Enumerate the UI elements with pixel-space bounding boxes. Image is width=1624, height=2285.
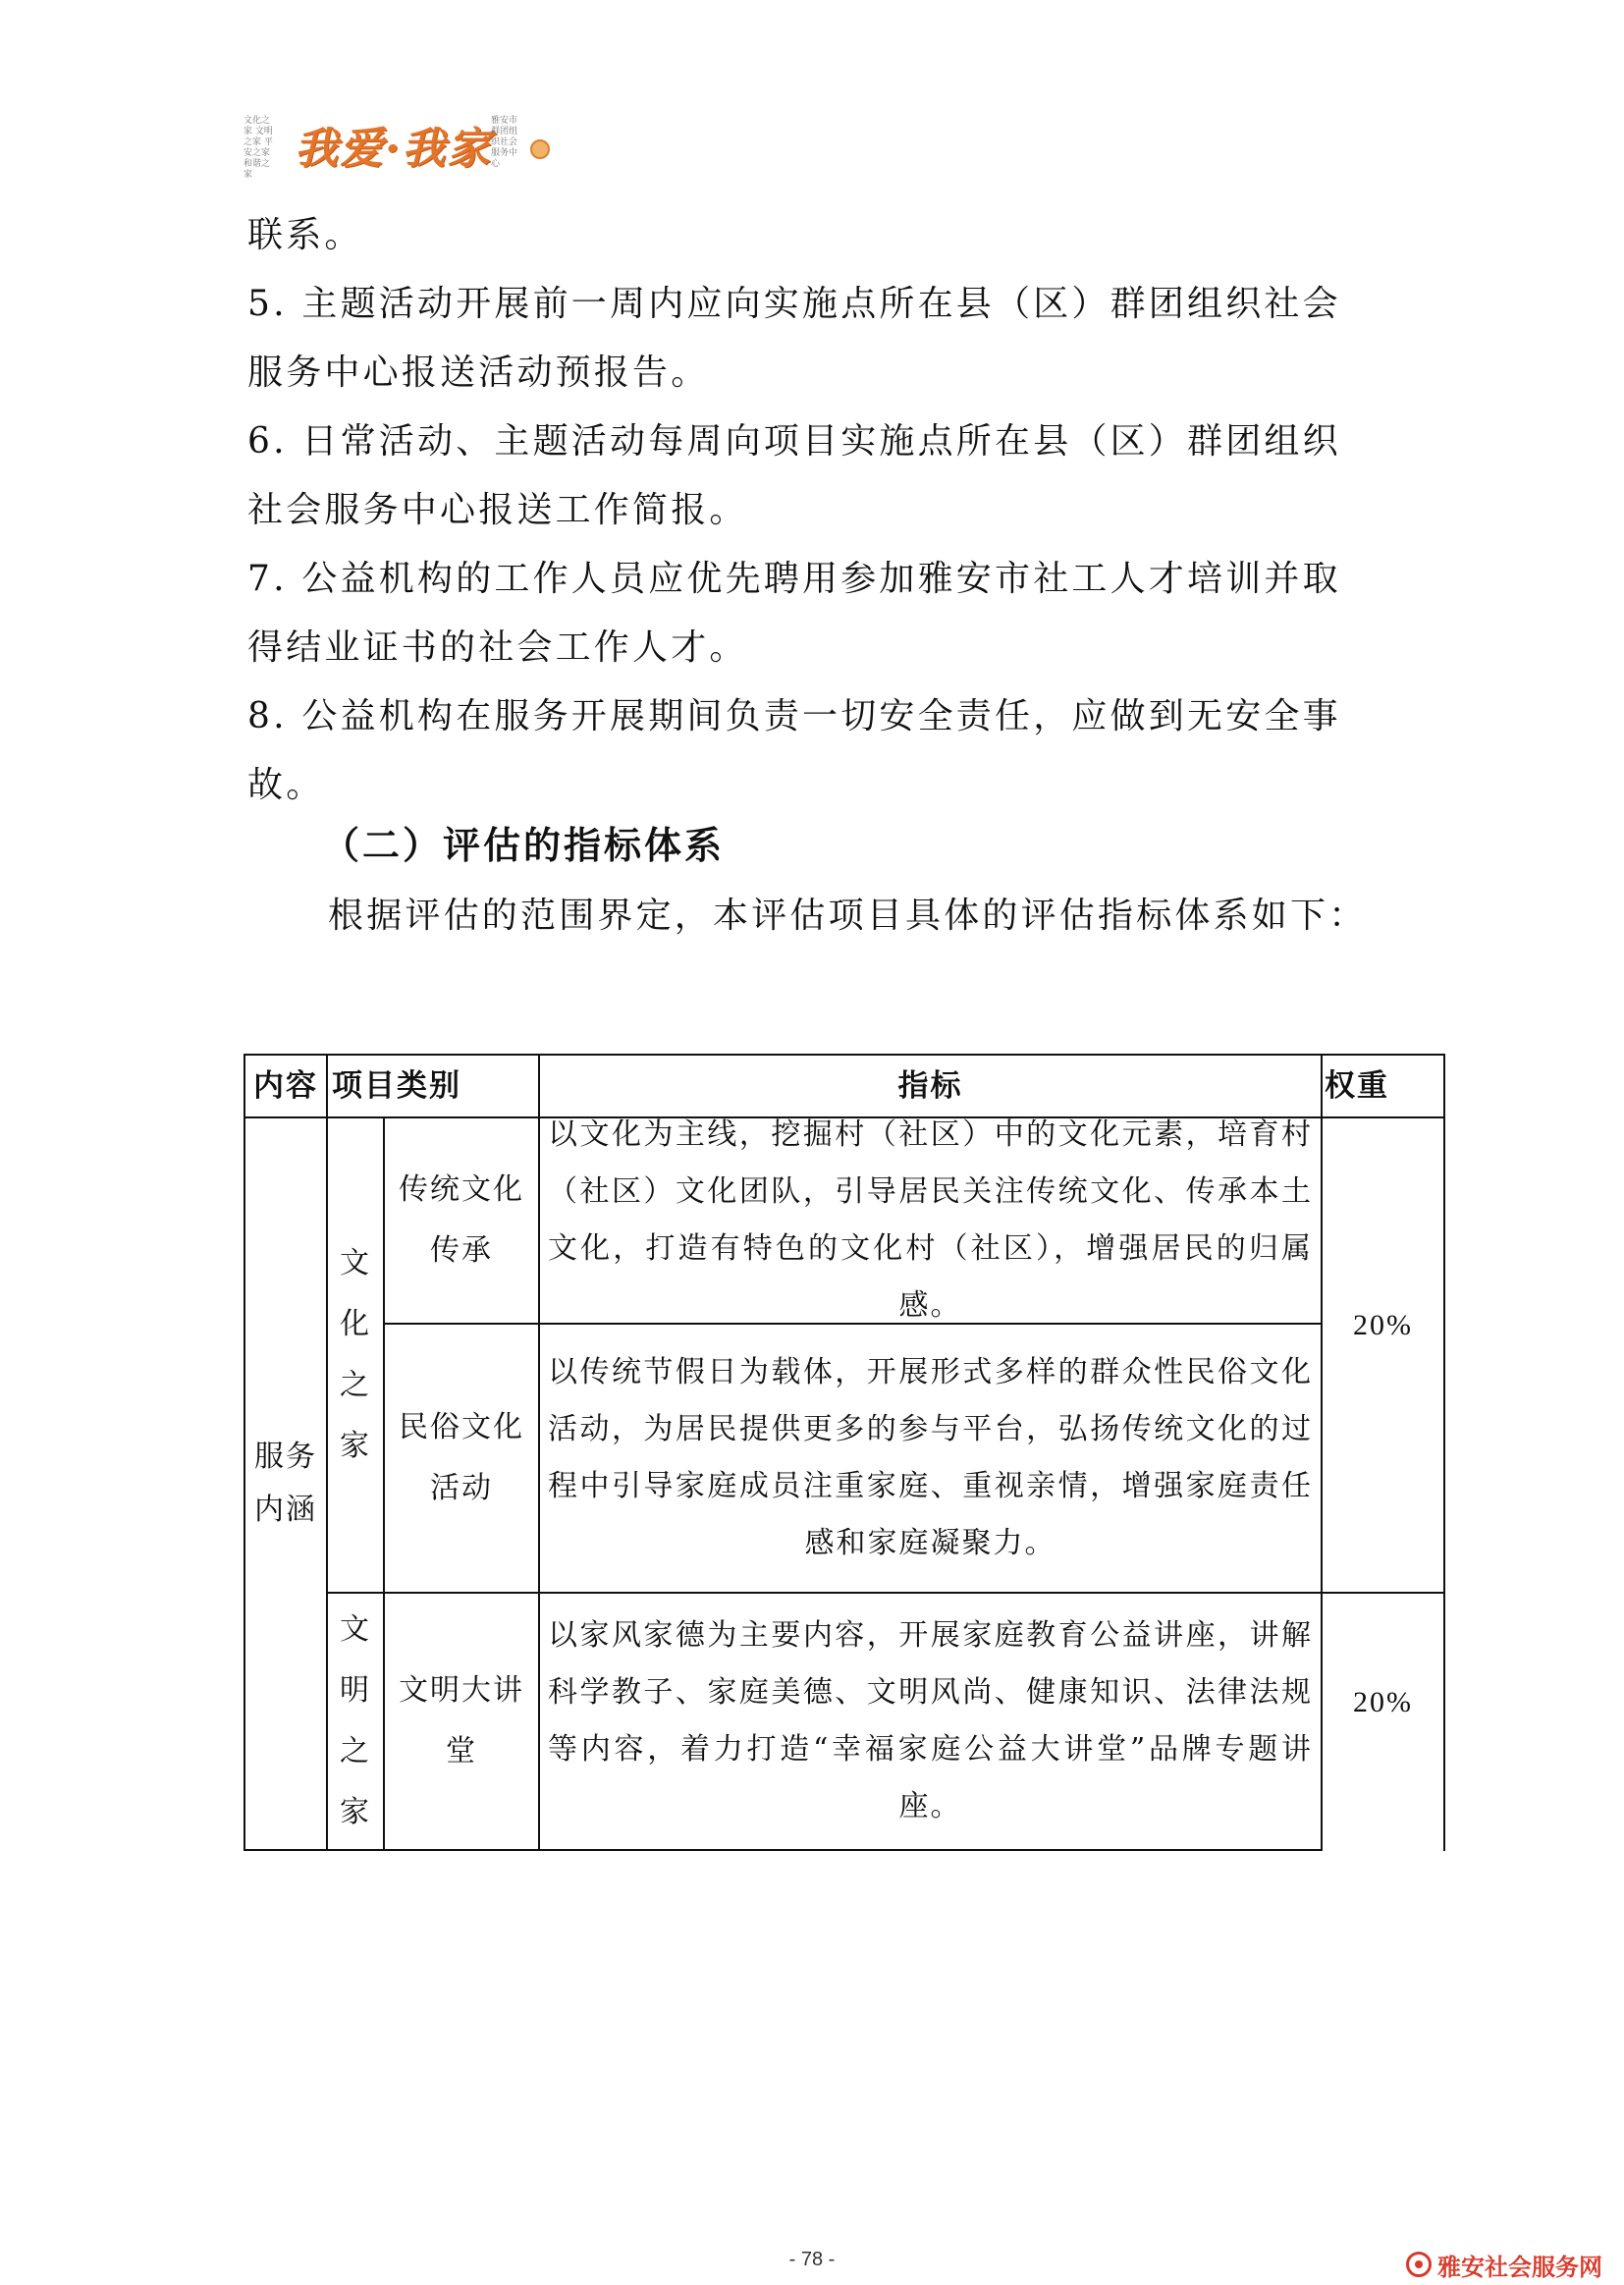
indicator-lecture-cell <box>538 1594 1321 1851</box>
category-wenming-cell <box>326 1594 383 1851</box>
logo-sun-icon <box>530 139 550 159</box>
logo-small-text-right: 雅安市群团组织社会服务中心 <box>491 116 518 169</box>
body-paragraphs <box>247 201 1377 820</box>
weight-wenhua-cell <box>1321 1118 1445 1594</box>
weight-wenming-value: 20% <box>1353 1686 1413 1718</box>
paragraph-continuation: 联系。 <box>247 215 363 255</box>
header-logo <box>244 110 538 198</box>
subcategory-folk-cell <box>383 1325 538 1594</box>
watermark-text: 雅安社会服务网 <box>1437 2253 1602 2281</box>
header-indicator: 指标 <box>538 1054 1321 1118</box>
paragraph-item-8: 8. 公益机构在服务开展期间负责一切安全责任，应做到无安全事故。 <box>247 696 1341 805</box>
subcategory-lecture-cell <box>383 1594 538 1851</box>
weight-wenhua-value: 20% <box>1353 1309 1413 1341</box>
paragraph-item-7: 7. 公益机构的工作人员应优先聘用参加雅安市社工人才培训并取得结业证书的社会工作人才。 <box>247 559 1341 668</box>
intro-paragraph <box>247 882 1377 951</box>
category-wenming-label: 文明之家 <box>340 1612 371 1829</box>
logo-brand-text: 我爱·我家 <box>295 124 493 174</box>
site-watermark <box>1406 2247 1602 2282</box>
subcategory-traditional-label: 传统文化传承 <box>399 1172 524 1268</box>
category-wenhua-label: 文化之家 <box>340 1246 371 1463</box>
header-content: 内容 <box>244 1054 326 1118</box>
indicator-traditional-cell <box>538 1118 1321 1325</box>
weight-wenming-cell <box>1321 1594 1445 1851</box>
indicator-lecture-text: 以家风家德为主要内容，开展家庭教育公益讲座，讲解科学教子、家庭美德、文明风尚、健康知识、法律法规等内容，着力打造“幸福家庭公益大讲堂”品牌专题讲座。 <box>548 1618 1313 1823</box>
content-cell <box>244 1118 326 1851</box>
subcategory-traditional-cell <box>383 1118 538 1325</box>
indicator-folk-text: 以传统节假日为载体，开展形式多样的群众性民俗文化活动，为居民提供更多的参与平台，弘扬传统文化的过程中引导家庭成员注重家庭、重视亲情，增强家庭责任感和家庭凝聚力。 <box>548 1355 1313 1560</box>
header-weight: 权重 <box>1321 1054 1445 1118</box>
header-category: 项目类别 <box>326 1054 538 1118</box>
page-number: - 78 - <box>788 2249 836 2270</box>
paragraph-item-6: 6. 日常活动、主题活动每周向项目实施点所在县（区）群团组织社会服务中心报送工作简报。 <box>247 421 1341 530</box>
subcategory-folk-label: 民俗文化活动 <box>399 1410 524 1505</box>
indicator-table <box>244 1054 1445 1851</box>
indicator-folk-cell <box>538 1325 1321 1594</box>
category-wenhua-cell <box>326 1118 383 1594</box>
paragraph-item-5: 5. 主题活动开展前一周内应向实施点所在县（区）群团组织社会服务中心报送活动预报告。 <box>247 284 1341 393</box>
heart-emblem-icon <box>1406 2252 1432 2277</box>
indicator-traditional-text: 以文化为主线，挖掘村（社区）中的文化元素，培育村（社区）文化团队，引导居民关注传统文化、传承本土文化，打造有特色的文化村（社区），增强居民的归属感。 <box>548 1117 1313 1323</box>
intro-text: 根据评估的范围界定，本评估项目具体的评估指标体系如下： <box>328 896 1368 936</box>
logo-small-text-left: 文化之家 文明之家 平安之家 和谐之家 <box>244 116 273 180</box>
content-label: 服务内涵 <box>254 1440 317 1527</box>
subcategory-lecture-label: 文明大讲堂 <box>399 1673 524 1768</box>
section-heading: （二）评估的指标体系 <box>322 824 726 867</box>
